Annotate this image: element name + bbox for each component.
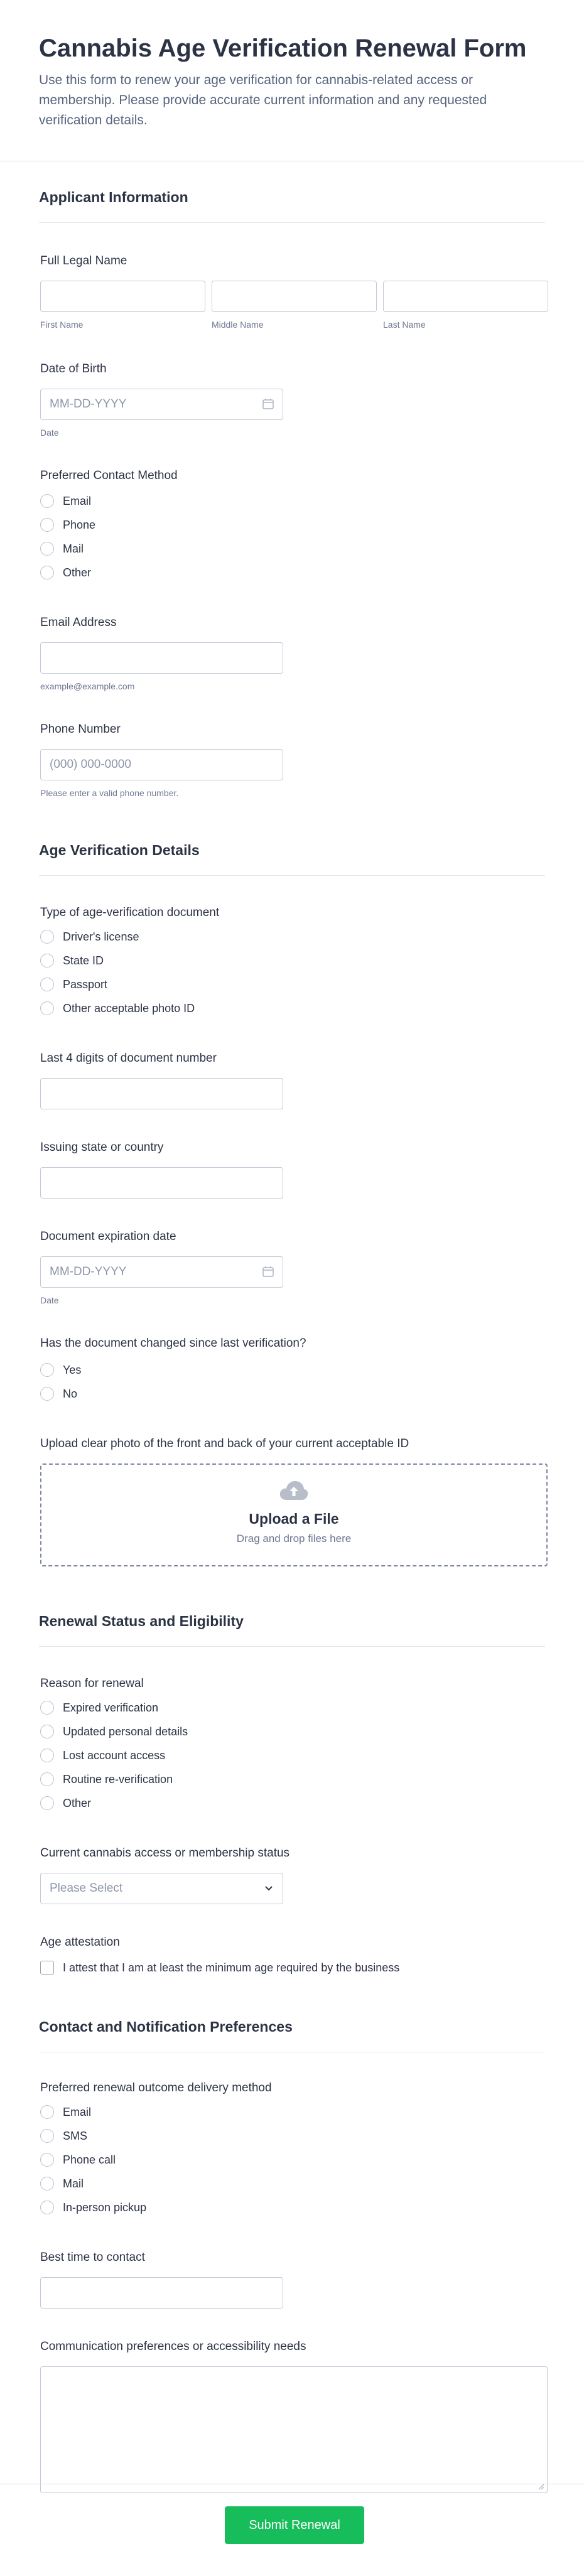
calendar-icon[interactable] [262, 399, 274, 409]
last4-field [0, 1052, 584, 1109]
middle-name-sublabel: Middle Name [212, 320, 264, 330]
expiration-sublabel: Date [40, 1295, 59, 1305]
option-label: Phone call [63, 2153, 116, 2166]
email-label: Email Address [40, 616, 117, 629]
option-label: Email [63, 494, 92, 507]
form-header [0, 0, 584, 161]
radio-button[interactable] [40, 518, 54, 532]
reason-option[interactable] [40, 1743, 544, 1767]
file-upload-dropzone[interactable] [40, 1463, 548, 1566]
checkbox-label: I attest that I am at least the minimum age required by the business [63, 1961, 400, 1974]
option-label: Phone [63, 518, 96, 531]
radio-button[interactable] [40, 2177, 54, 2191]
prefs-field [0, 2340, 584, 2493]
phone-placeholder: (000) 000-0000 [50, 758, 131, 771]
first-name-input[interactable] [40, 281, 205, 312]
full-name-field [0, 254, 584, 330]
option-label: Other acceptable photo ID [63, 1001, 195, 1015]
option-label: Updated personal details [63, 1725, 188, 1738]
radio-button[interactable] [40, 1363, 54, 1377]
reason-option[interactable] [40, 1696, 544, 1720]
radio-button[interactable] [40, 954, 54, 967]
submit-button[interactable]: Submit Renewal [225, 2506, 364, 2544]
radio-button[interactable] [40, 1387, 54, 1401]
doc-type-label: Type of age-verification document [40, 906, 220, 919]
radio-button[interactable] [40, 1796, 54, 1810]
issuing-field [0, 1141, 584, 1199]
option-label: Email [63, 2105, 92, 2118]
contact-method-field [0, 469, 584, 585]
last-name-sublabel: Last Name [383, 320, 426, 330]
doc-type-option[interactable] [40, 996, 544, 1020]
delivery-option[interactable] [40, 2148, 544, 2172]
phone-input[interactable] [40, 749, 283, 780]
delivery-option[interactable] [40, 2196, 544, 2219]
option-label: Other [63, 566, 92, 579]
section-heading-age-verification: Age Verification Details [39, 842, 545, 876]
dob-placeholder: MM-DD-YYYY [50, 397, 127, 411]
option-label: Other [63, 1796, 92, 1809]
issuing-label: Issuing state or country [40, 1141, 164, 1154]
reason-option[interactable] [40, 1720, 544, 1743]
radio-button[interactable] [40, 2129, 54, 2143]
status-field [0, 1846, 584, 1904]
option-label: Mail [63, 542, 84, 555]
radio-button[interactable] [40, 2153, 54, 2167]
section-heading-contact: Contact and Notification Preferences [39, 2018, 545, 2052]
attestation-label: Age attestation [40, 1936, 120, 1949]
upload-subtitle: Drag and drop files here [236, 1533, 352, 1544]
delivery-field [0, 2081, 584, 2219]
prefs-textarea[interactable] [40, 2366, 548, 2493]
dob-input[interactable] [40, 389, 283, 420]
full-name-label: Full Legal Name [40, 254, 127, 267]
reason-option[interactable] [40, 1767, 544, 1791]
expiration-label: Document expiration date [40, 1230, 176, 1243]
doc-type-option[interactable] [40, 949, 544, 973]
doc-type-option[interactable] [40, 973, 544, 996]
section-heading-renewal: Renewal Status and Eligibility [39, 1613, 545, 1647]
section-heading-applicant: Applicant Information [39, 189, 545, 223]
attestation-field [0, 1936, 584, 1980]
dob-sublabel: Date [40, 428, 59, 438]
radio-button[interactable] [40, 1701, 54, 1715]
dob-field [0, 362, 584, 438]
dob-label: Date of Birth [40, 362, 107, 375]
option-label: Driver's license [63, 930, 139, 943]
contact-method-option[interactable] [40, 489, 544, 513]
doc-type-option[interactable] [40, 925, 544, 949]
contact-method-label: Preferred Contact Method [40, 469, 178, 482]
option-label: In-person pickup [63, 2201, 147, 2214]
upload-field [0, 1437, 584, 1566]
changed-option[interactable] [40, 1358, 544, 1382]
expiration-field [0, 1230, 584, 1305]
option-label: Routine re-verification [63, 1772, 173, 1786]
expiration-placeholder: MM-DD-YYYY [50, 1265, 127, 1278]
attestation-checkbox-item[interactable] [40, 1956, 544, 1980]
option-label: SMS [63, 2129, 88, 2142]
option-label: Mail [63, 2177, 84, 2190]
email-sublabel: example@example.com [40, 681, 135, 691]
radio-button[interactable] [40, 978, 54, 991]
prefs-label: Communication preferences or accessibility needs [40, 2340, 306, 2353]
status-select[interactable] [40, 1873, 283, 1904]
radio-button[interactable] [40, 494, 54, 508]
contact-method-option[interactable] [40, 537, 544, 561]
radio-button[interactable] [40, 2201, 54, 2214]
last4-input[interactable] [40, 1078, 283, 1109]
delivery-label: Preferred renewal outcome delivery method [40, 2081, 272, 2094]
first-name-sublabel: First Name [40, 320, 84, 330]
changed-field [0, 1337, 584, 1406]
checkbox[interactable] [40, 1961, 54, 1975]
reason-option[interactable] [40, 1791, 544, 1815]
calendar-icon[interactable] [262, 1266, 274, 1277]
radio-button[interactable] [40, 566, 54, 579]
best-time-field [0, 2251, 584, 2309]
email-field [0, 616, 584, 691]
email-input[interactable] [40, 642, 283, 674]
option-label: Passport [63, 978, 108, 991]
upload-label: Upload clear photo of the front and back of your current acceptable ID [40, 1437, 409, 1450]
last4-label: Last 4 digits of document number [40, 1052, 217, 1065]
last-name-input[interactable] [383, 281, 548, 312]
delivery-option[interactable] [40, 2124, 544, 2148]
radio-button[interactable] [40, 1772, 54, 1786]
radio-button[interactable] [40, 2105, 54, 2119]
delivery-option[interactable] [40, 2172, 544, 2196]
reason-field [0, 1677, 584, 1815]
chevron-down-icon [264, 1884, 274, 1893]
radio-button[interactable] [40, 542, 54, 556]
contact-method-option[interactable] [40, 561, 544, 585]
option-label: Expired verification [63, 1701, 159, 1714]
expiration-input[interactable] [40, 1256, 283, 1288]
doc-type-field [0, 906, 584, 1020]
phone-field [0, 723, 584, 798]
option-label: No [63, 1387, 78, 1400]
status-label: Current cannabis access or membership status [40, 1846, 290, 1860]
delivery-option[interactable] [40, 2100, 544, 2124]
upload-title: Upload a File [249, 1511, 339, 1527]
radio-button[interactable] [40, 1749, 54, 1762]
option-label: Lost account access [63, 1749, 166, 1762]
form-description: Use this form to renew your age verification for cannabis-related access or membership. Please provide accurate current information and any requested verification details. [39, 73, 487, 127]
changed-option[interactable] [40, 1382, 544, 1406]
radio-button[interactable] [40, 1001, 54, 1015]
middle-name-input[interactable] [212, 281, 377, 312]
phone-label: Phone Number [40, 723, 121, 736]
issuing-input[interactable] [40, 1167, 283, 1199]
best-time-input[interactable] [40, 2277, 283, 2309]
phone-sublabel: Please enter a valid phone number. [40, 788, 179, 798]
form-footer [0, 2484, 584, 2576]
status-placeholder: Please Select [50, 1882, 123, 1895]
option-label: Yes [63, 1363, 82, 1376]
cloud-upload-icon [279, 1480, 309, 1501]
radio-button[interactable] [40, 1725, 54, 1738]
form-title: Cannabis Age Verification Renewal Form [39, 35, 527, 62]
option-label: State ID [63, 954, 104, 967]
radio-button[interactable] [40, 930, 54, 944]
reason-label: Reason for renewal [40, 1677, 144, 1690]
changed-label: Has the document changed since last verification? [40, 1337, 306, 1350]
best-time-label: Best time to contact [40, 2251, 145, 2264]
contact-method-option[interactable] [40, 513, 544, 537]
